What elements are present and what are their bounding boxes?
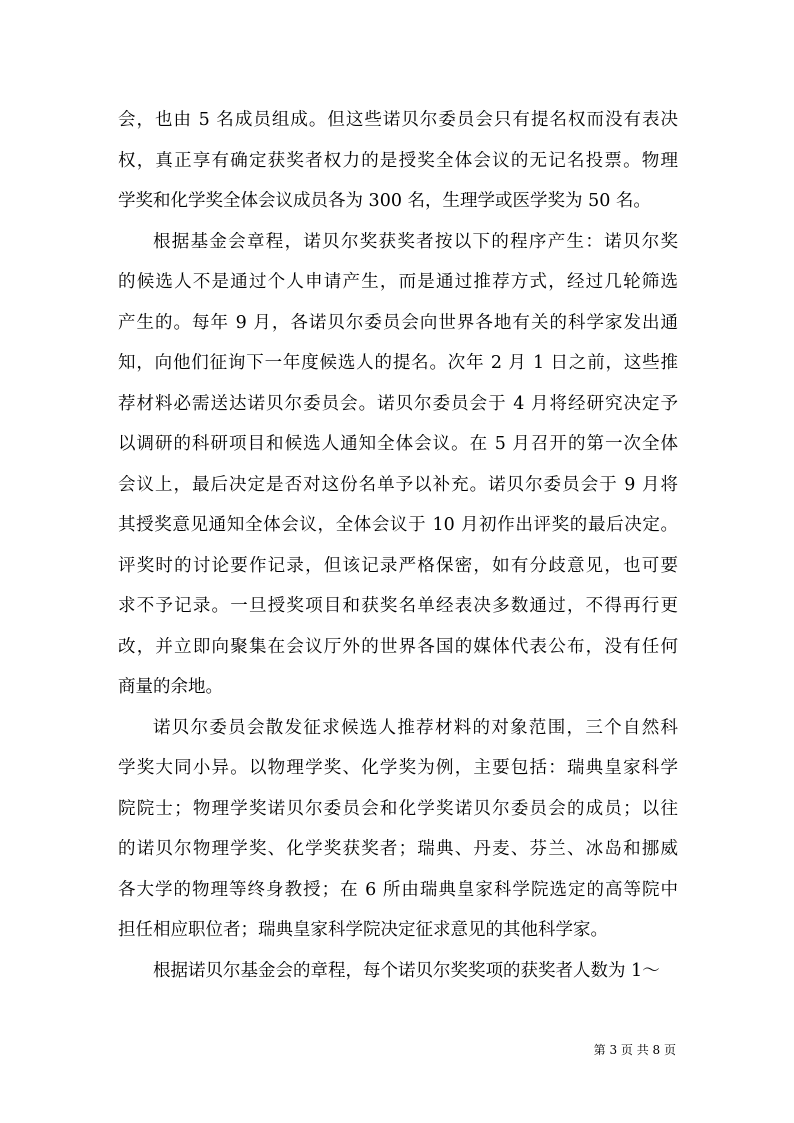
text-line: 各大学的物理等终身教授；在 6 所由瑞典皇家科学院选定的高等院中 bbox=[118, 879, 678, 900]
text-line: 会议上，最后决定是否对这份名单予以补充。诺贝尔委员会于 9 月将 bbox=[118, 474, 678, 495]
page-number: 第 3 页 共 8 页 bbox=[593, 1043, 676, 1057]
document-body bbox=[118, 100, 678, 991]
text-line: 知，向他们征询下一年度候选人的提名。次年 2 月 1 日之前，这些推 bbox=[118, 353, 678, 373]
text-line: 诺贝尔委员会散发征求候选人推荐材料的对象范围，三个自然科 bbox=[153, 717, 678, 738]
text-line: 权，真正享有确定获奖者权力的是授奖全体会议的无记名投票。物理 bbox=[118, 150, 678, 171]
text-line: 会，也由 5 名成员组成。但这些诺贝尔委员会只有提名权而没有表决 bbox=[118, 110, 678, 130]
text-line: 担任相应职位者；瑞典皇家科学院决定征求意见的其他科学家。 bbox=[118, 920, 608, 940]
paragraph bbox=[118, 100, 678, 222]
text-line: 院院士；物理学奖诺贝尔委员会和化学奖诺贝尔委员会的成员；以往 bbox=[118, 798, 678, 819]
paragraph bbox=[118, 222, 678, 708]
text-line: 的诺贝尔物理学奖、化学奖获奖者；瑞典、丹麦、芬兰、冰岛和挪威 bbox=[118, 839, 678, 859]
text-line: 评奖时的讨论要作记录，但该记录严格保密，如有分歧意见，也可要 bbox=[118, 555, 678, 576]
text-line: 根据基金会章程，诺贝尔奖获奖者按以下的程序产生：诺贝尔奖 bbox=[153, 231, 678, 252]
text-line: 根据诺贝尔基金会的章程，每个诺贝尔奖奖项的获奖者人数为 1～ bbox=[153, 960, 660, 981]
text-line: 其授奖意见通知全体会议，全体会议于 10 月初作出评奖的最后决定。 bbox=[118, 515, 678, 535]
paragraph bbox=[118, 951, 678, 992]
text-line: 学奖大同小异。以物理学奖、化学奖为例，主要包括：瑞典皇家科学 bbox=[118, 758, 678, 778]
text-line: 求不予记录。一旦授奖项目和获奖名单经表决多数通过，不得再行更 bbox=[118, 596, 678, 616]
text-line: 改，并立即向聚集在会议厅外的世界各国的媒体代表公布，没有任何 bbox=[118, 636, 678, 657]
text-line: 荐材料必需送达诺贝尔委员会。诺贝尔委员会于 4 月将经研究决定予 bbox=[118, 393, 678, 414]
text-line: 学奖和化学奖全体会议成员各为 300 名，生理学或医学奖为 50 名。 bbox=[118, 191, 651, 211]
paragraph bbox=[118, 708, 678, 951]
text-line: 商量的余地。 bbox=[118, 677, 223, 697]
text-line: 以调研的科研项目和候选人通知全体会议。在 5 月召开的第一次全体 bbox=[118, 434, 678, 454]
text-line: 的候选人不是通过个人申请产生，而是通过推荐方式，经过几轮筛选 bbox=[118, 272, 678, 292]
text-line: 产生的。每年 9 月，各诺贝尔委员会向世界各地有关的科学家发出通 bbox=[118, 312, 678, 333]
